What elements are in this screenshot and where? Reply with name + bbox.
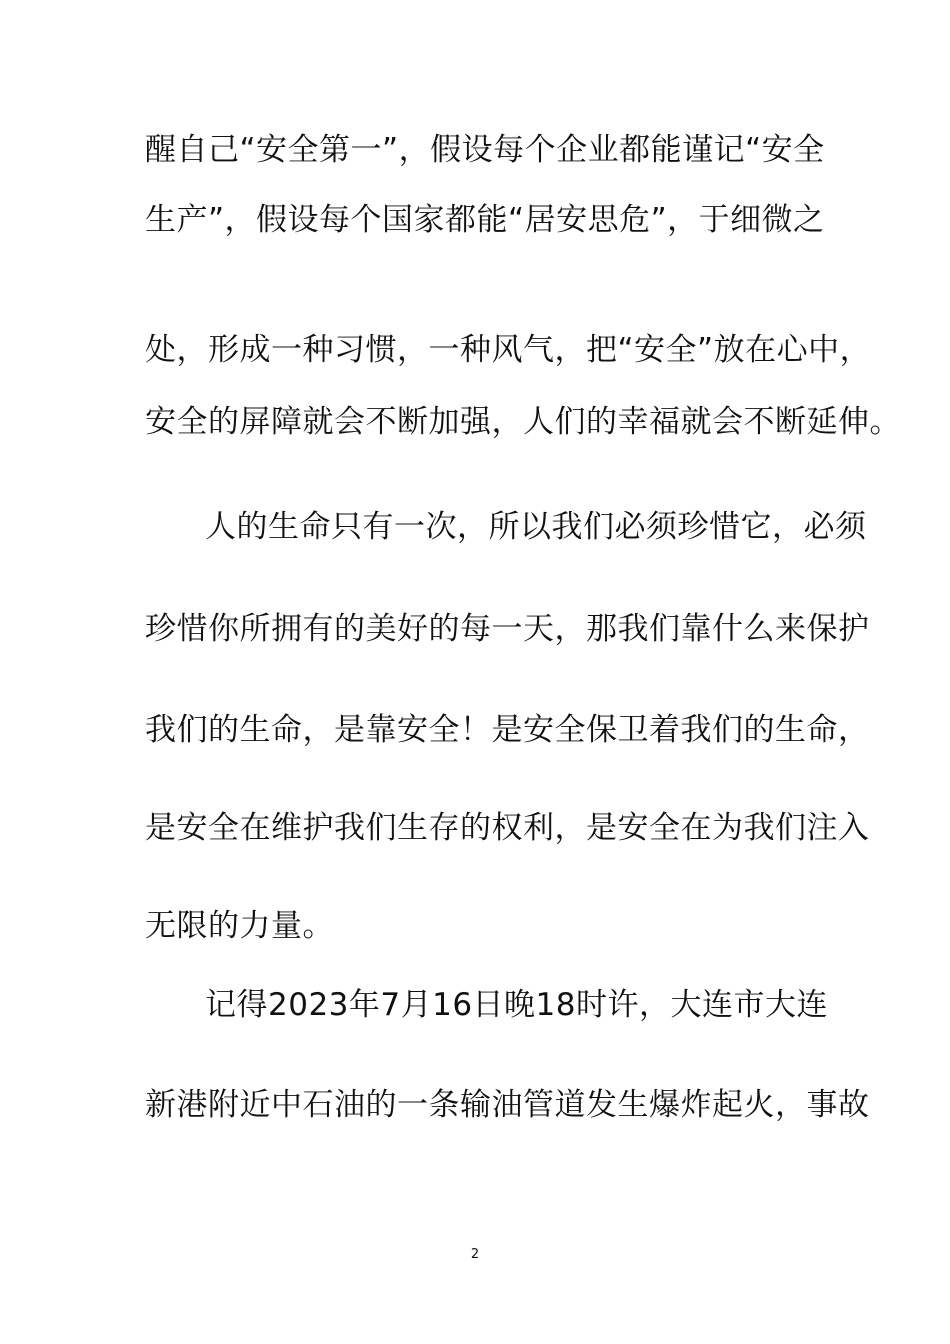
text-line: 无限的力量。 — [145, 908, 334, 944]
paragraph-first-line: 人的生命只有一次，所以我们必须珍惜它，必须 — [205, 509, 867, 545]
text-line: 安全的屏障就会不断加强，人们的幸福就会不断延伸。 — [145, 404, 901, 440]
text-line: 生产”，假设每个国家都能“居安思危”，于细微之 — [145, 202, 825, 238]
text-line: 珍惜你所拥有的美好的每一天，那我们靠什么来保护 — [145, 611, 870, 647]
text-line: 新港附近中石油的一条输油管道发生爆炸起火，事故 — [145, 1087, 870, 1123]
paragraph-first-line: 记得2023年7月16日晚18时许，大连市大连 — [205, 987, 829, 1023]
text-line: 处，形成一种习惯，一种风气，把“安全”放在心中， — [145, 332, 872, 368]
text-line: 我们的生命，是靠安全！是安全保卫着我们的生命， — [145, 712, 870, 748]
page-number: 2 — [470, 1247, 480, 1262]
text-line: 是安全在维护我们生存的权利，是安全在为我们注入 — [145, 810, 870, 846]
text-line: 醒自己“安全第一”，假设每个企业都能谨记“安全 — [145, 132, 825, 168]
